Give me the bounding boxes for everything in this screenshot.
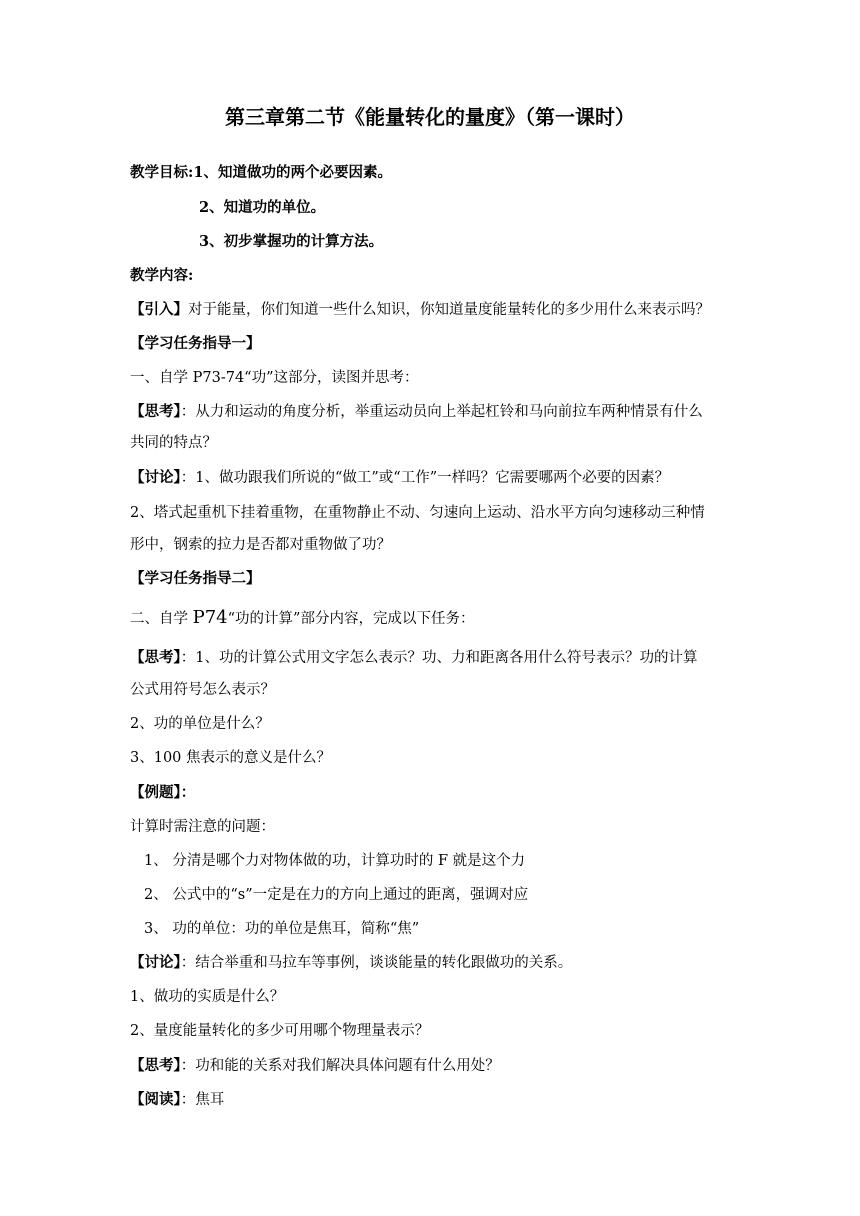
task2-line (130, 607, 740, 630)
think1-text-a: ：从力和运动的角度分析，举重运动员向上举起杠铃和马向前拉车两种情景有什么 (180, 404, 703, 420)
discuss2-line (130, 952, 740, 974)
example-label: 【例题】 (130, 784, 181, 801)
goal-line-1 (130, 162, 740, 184)
discuss1-text-a: ：1、做功跟我们所说的“做工”或“工作”一样吗？它需要哪两个必要的因素？ (180, 470, 670, 486)
content-label: 教学内容: (130, 267, 194, 284)
think2-text-b: 公式用符号怎么表示？ (130, 682, 275, 698)
think3-line (130, 1055, 740, 1077)
example-colon: ： (180, 784, 196, 801)
goals-label: 教学目标: (130, 164, 194, 181)
goal-2: 2、知道功的单位。 (199, 199, 326, 216)
note-2: 2、 公式中的“s”一定是在力的方向上通过的距离，强调对应 (144, 887, 529, 903)
discuss2-q1: 1、做功的实质是什么？ (130, 989, 285, 1005)
think1-line (130, 401, 740, 423)
think2-q3: 3、100 焦表示的意义是什么？ (130, 750, 332, 766)
example-line (130, 782, 740, 804)
discuss1-text-c: 形中，钢索的拉力是否都对重物做了功？ (130, 537, 391, 553)
notes-intro: 计算时需注意的问题： (130, 819, 275, 835)
think2-q2: 2、功的单位是什么？ (130, 716, 270, 732)
discuss1-line (130, 467, 740, 489)
think2-text-a: ：1、功的计算公式用文字怎么表示？功、力和距离各用什么符号表示？功的计算 (180, 650, 698, 666)
goal-1: 1、知道做功的两个必要因素。 (193, 164, 392, 181)
task2-page-ref: P74 (192, 607, 228, 628)
intro-line (130, 299, 740, 321)
read-line (130, 1089, 740, 1111)
think3-label: 【思考】 (130, 1057, 181, 1074)
note-3: 3、 功的单位：功的单位是焦耳，简称“焦” (144, 921, 420, 937)
task2-heading: 【学习任务指导二】 (130, 570, 261, 587)
task2-line-a: 二、自学 (130, 611, 193, 627)
discuss1-text-b: 2、塔式起重机下挂着重物，在重物静止不动、匀速向上运动、沿水平方向匀速移动三种情 (130, 505, 705, 521)
read-text: ：焦耳 (180, 1092, 225, 1108)
discuss2-q2: 2、量度能量转化的多少可用哪个物理量表示？ (130, 1023, 430, 1039)
think1-label: 【思考】 (130, 403, 181, 420)
think1-text-b: 共同的特点？ (130, 435, 217, 451)
discuss2-label: 【讨论】 (130, 954, 181, 971)
task2-line-b: “功的计算”部分内容，完成以下任务： (227, 611, 475, 627)
discuss2-text: ：结合举重和马拉车等事例，谈谈能量的转化跟做功的关系。 (180, 955, 573, 971)
think2-line (130, 647, 740, 669)
note-1: 1、 分清是哪个力对物体做的功，计算功时的 F 就是这个力 (144, 853, 526, 869)
read-label: 【阅读】 (130, 1091, 181, 1108)
discuss1-label: 【讨论】 (130, 469, 181, 486)
think2-label: 【思考】 (130, 649, 181, 666)
intro-text: 对于能量，你们知道一些什么知识，你知道量度能量转化的多少用什么来表示吗？ (188, 302, 710, 318)
intro-label: 【引入】 (130, 301, 188, 318)
task1-heading: 【学习任务指导一】 (130, 335, 261, 352)
document-title: 第三章第二节《能量转化的量度》（第一课时） (225, 105, 635, 129)
think3-text: ：功和能的关系对我们解决具体问题有什么用处？ (180, 1058, 500, 1074)
task1-line: 一、自学 P73-74“功”这部分，读图并思考： (130, 370, 419, 386)
goal-3: 3、初步掌握功的计算方法。 (199, 233, 384, 250)
